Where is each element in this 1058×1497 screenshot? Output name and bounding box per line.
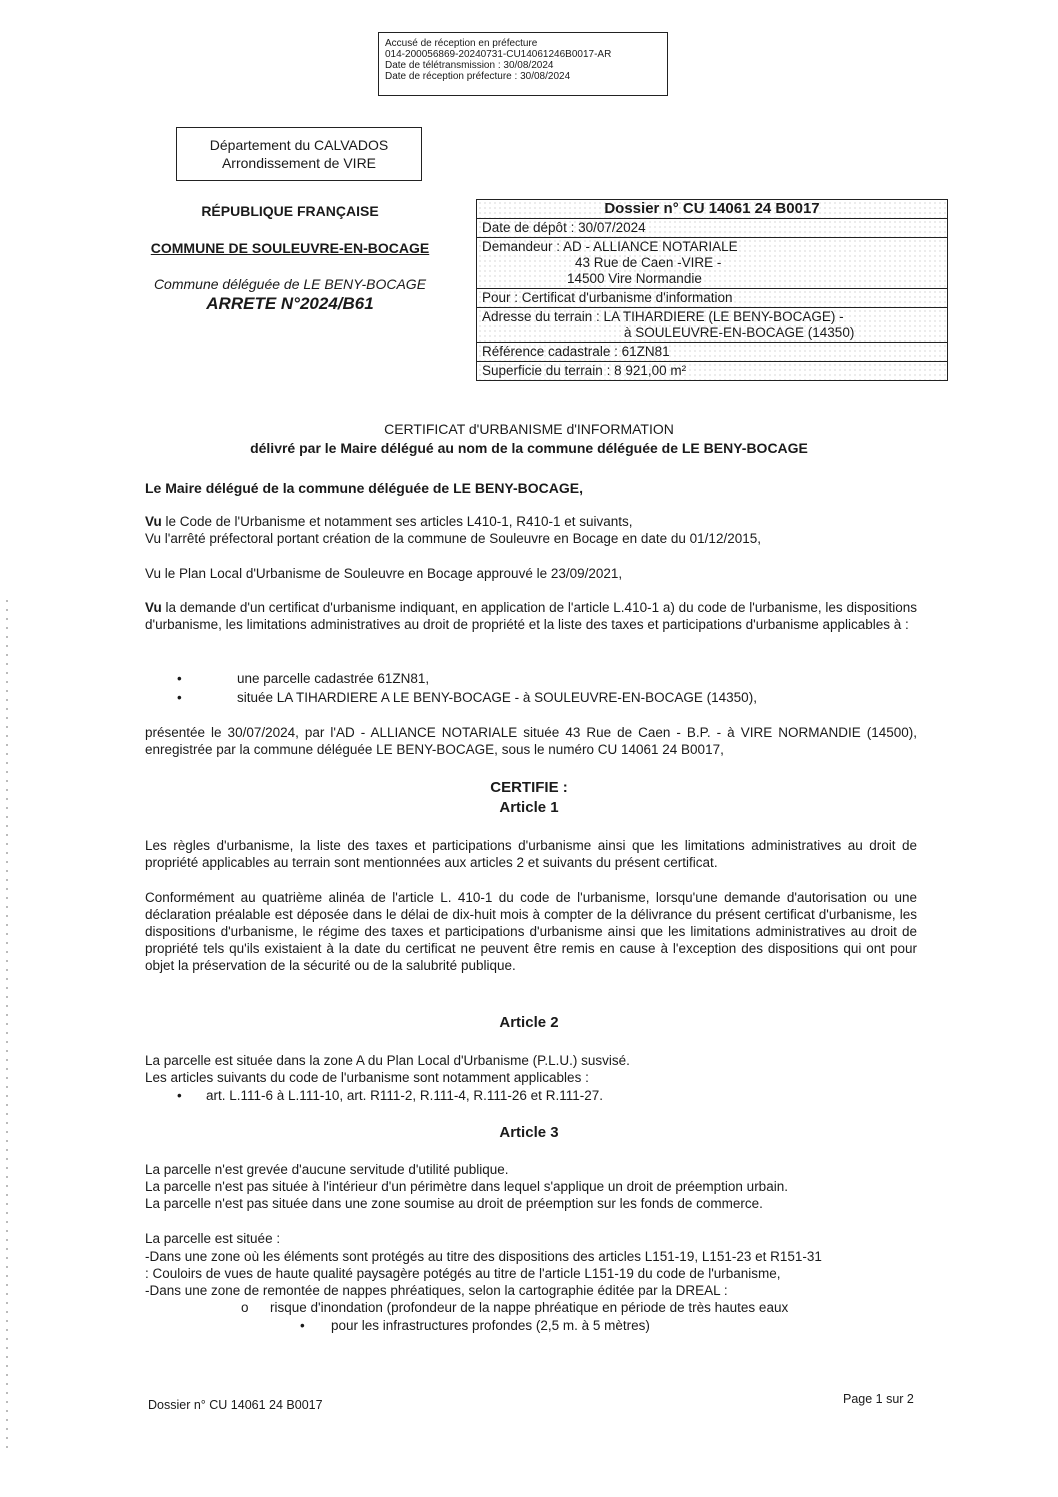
certificate-title: CERTIFICAT d'URBANISME d'INFORMATION [384, 421, 674, 437]
department-box [176, 127, 422, 181]
article-3-heading: Article 3 [499, 1124, 559, 1141]
terrain-address: Adresse du terrain : LA TIHARDIERE (LE BENY-BOCAGE) - [482, 309, 844, 324]
circle-bullet-icon: o [241, 1300, 249, 1315]
stamp-line: Accusé de réception en préfecture [385, 38, 538, 49]
mayor-intro: Le Maire délégué de la commune déléguée de LE BENY-BOCAGE, [145, 480, 583, 496]
cadastral-reference: Référence cadastrale : 61ZN81 [477, 343, 948, 362]
date-depot: Date de dépôt : 30/07/2024 [477, 219, 948, 238]
vu-text: le Code de l'Urbanisme et notamment ses articles L410-1, R410-1 et suivants, [161, 514, 633, 529]
demandeur-city: 14500 Vire Normandie [567, 271, 702, 286]
vu-text: la demande d'un certificat d'urbanisme indiquant, en application de l'article L.410-1 a) du code de l'urbanisme, les dispositions d'urbanisme, les limitations administratives au droit de propriété et la liste des taxes et participations d'urbanisme applicables à : [145, 600, 917, 632]
stamp-line: 014-200056869-20240731-CU14061246B0017-AR [385, 49, 612, 60]
terrain-area: Superficie du terrain : 8 921,00 m² [477, 362, 948, 381]
vu-plu: Vu le Plan Local d'Urbanisme de Souleuvre en Bocage approuvé le 23/09/2021, [145, 566, 623, 581]
bullet-icon: • [177, 1088, 182, 1103]
article-3-line: La parcelle n'est pas située dans une zone soumise au droit de préemption sur les fonds de commerce. [145, 1196, 763, 1211]
reception-stamp [378, 32, 668, 96]
bullet-icon: • [177, 671, 182, 686]
bullet-icon: • [177, 690, 182, 705]
dossier-table [476, 199, 948, 381]
article-3-subitem: pour les infrastructures profondes (2,5 m. à 5 mètres) [331, 1318, 650, 1333]
article-1-heading: Article 1 [499, 799, 559, 816]
article-3-line: La parcelle n'est pas située à l'intérieur d'un périmètre dans lequel s'applique un droit de préemption urbain. [145, 1179, 788, 1194]
certifie-heading: CERTIFIE : [490, 779, 568, 796]
article-2-heading: Article 2 [499, 1014, 559, 1031]
parcel-bullet: une parcelle cadastrée 61ZN81, [237, 671, 430, 686]
vu-demande [145, 599, 917, 633]
article-3-line: La parcelle n'est grevée d'aucune servitude d'utilité publique. [145, 1162, 509, 1177]
department-name: Département du CALVADOS [209, 137, 389, 153]
presentation-paragraph: présentée le 30/07/2024, par l'AD - ALLIANCE NOTARIALE située 43 Rue de Caen - B.P. - à VIRE NORMANDIE (14500), enregistrée par la commune déléguée LE BENY-BOCAGE, sous le numéro CU 14061 24 B0017, [145, 725, 917, 757]
article-3-line: -Dans une zone où les éléments sont protégés au titre des dispositions des articles L151-19, L151-23 et R151-31 [145, 1249, 822, 1264]
terrain-commune: à SOULEUVRE-EN-BOCAGE (14350) [624, 325, 855, 340]
footer-dossier: Dossier n° CU 14061 24 B0017 [148, 1398, 323, 1412]
terrain-address-cell [477, 308, 948, 343]
article-3-line: La parcelle est située : [145, 1231, 281, 1246]
vu-code-urbanisme [145, 513, 917, 530]
arrondissement-name: Arrondissement de VIRE [221, 155, 377, 171]
arrete-number: ARRETE N°2024/B61 [206, 294, 374, 313]
scan-edge-marks [6, 600, 8, 1450]
article-1-paragraph-2: Conformément au quatrième alinéa de l'article L. 410-1 du code de l'urbanisme, lorsqu'une demande d'autorisation ou une déclaration préalable est déposée dans le délai de dix-huit mois à compter de la délivrance du présent certificat d'urbanisme, les dispositions d'urbanisme, le régime des taxes et participations d'urbanisme ainsi que les limitations administratives au droit de propriété tels qu'ils existaient à la date du certificat ne peuvent être remis en cause à l'exception des dispositions qui ont pour objet la préservation de la sécurité ou de la salubrité publique. [145, 890, 917, 973]
bullet-icon: • [300, 1318, 305, 1333]
dossier-box [476, 199, 948, 385]
stamp-line: Date de réception préfecture : 30/08/2024 [385, 71, 571, 82]
location-bullet: située LA TIHARDIERE A LE BENY-BOCAGE - à SOULEUVRE-EN-BOCAGE (14350), [237, 690, 757, 705]
demandeur-cell [477, 238, 948, 289]
vu-label: Vu [145, 600, 162, 615]
demandeur-name: Demandeur : AD - ALLIANCE NOTARIALE [482, 239, 738, 254]
article-2-zone: La parcelle est située dans la zone A du Plan Local d'Urbanisme (P.L.U.) susvisé. [145, 1053, 630, 1068]
stamp-line: Date de télétransmission : 30/08/2024 [385, 60, 554, 71]
article-3-subitem: risque d'inondation (profondeur de la nappe phréatique en période de très hautes eaux [270, 1300, 789, 1315]
article-2-list: art. L.111-6 à L.111-10, art. R111-2, R.111-4, R.111-26 et R.111-27. [206, 1088, 603, 1103]
commune-deleguee: Commune déléguée de LE BENY-BOCAGE [153, 276, 427, 292]
republic-heading: RÉPUBLIQUE FRANÇAISE [201, 203, 379, 219]
request-purpose: Pour : Certificat d'urbanisme d'information [477, 289, 948, 308]
vu-arrete-prefectoral: Vu l'arrêté préfectoral portant création de la commune de Souleuvre en Bocage en date du 01/12/2015, [145, 531, 761, 546]
footer-page-number: Page 1 sur 2 [843, 1392, 914, 1406]
vu-label: Vu [145, 514, 162, 529]
commune-heading: COMMUNE DE SOULEUVRE-EN-BOCAGE [150, 240, 430, 256]
article-3-line: -Dans une zone de remontée de nappes phréatiques, selon la cartographie éditée par la DREAL : [145, 1283, 728, 1298]
demandeur-address: 43 Rue de Caen -VIRE - [575, 255, 722, 270]
article-2-applicable: Les articles suivants du code de l'urbanisme sont notamment applicables : [145, 1070, 589, 1085]
dossier-title: Dossier n° CU 14061 24 B0017 [477, 200, 948, 219]
article-1-paragraph-1: Les règles d'urbanisme, la liste des taxes et participations d'urbanisme ainsi que les limitations administratives au droit de propriété applicables au terrain sont mentionnées aux articles 2 et suivants du présent certificat. [145, 838, 917, 870]
certificate-subtitle: délivré par le Maire délégué au nom de la commune déléguée de LE BENY-BOCAGE [250, 440, 808, 456]
article-3-line: : Couloirs de vues de haute qualité paysagère potégés au titre de l'article L151-19 du code de l'urbanisme, [145, 1266, 781, 1281]
